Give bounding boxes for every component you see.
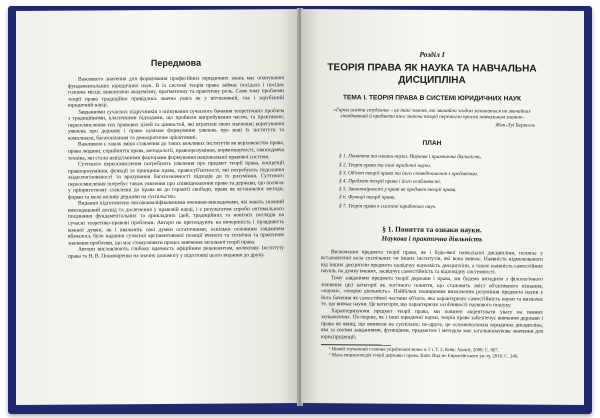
plan-item: § 6. Функції теорії права.: [339, 194, 396, 202]
plan-item: § 2. Теорія права та інші юридичні науки.: [339, 161, 432, 169]
plan-list: [339, 153, 543, 212]
left-paragraph: Важливою є також зміна ставлення до таких важливих інститутів як верховенство права, права людини, сприйняття права, методології, правоорозуміння, нормотворчості, законодавча техніка, які стали невід'ємними факторами формування національної правової системи.: [68, 140, 284, 162]
footnote: ¹ Новий тлумачний словник української мови: в 3 т. Т. 2. Київ: Аконіт, 2008. С. 867.: [329, 347, 499, 354]
left-paragraph: Автори висловлюють глибоку вдячність офіційним рецензентам, колективу Інституту права та Н. В. Пономаренко на значну допомогу у підготовці цього видання до друку.: [68, 245, 284, 260]
footnote-divider: [321, 345, 391, 346]
plan-item: § 5. Закономірності у праві як предмет теорії права.: [339, 186, 457, 194]
left-paragraph: Завданнями сучасних підручників з опікування сучасного бачення теоретичних проблем з традиційними, класичними підходами, що пройшли випробування часом, та практикою; переосмислення тих правових цілей та цінностей, які втратили свою значення; корегування уявлень про державу і право шляхом формування уявлень про нові їх інститути та комплексні, багатопланові та демократичне орієнтовані.: [68, 107, 284, 142]
right-paragraph: Характеризуючи предмет теорії права, ми повинні акцентувати увагу на певних зауваженнях. По-перше, як і інші юридичні науки, теорія права забезпечує вивчення держави і права як явищ, що виникли на суспільно; по-друге, це основоположна юридична дисципліна, яка за своїми завданнями, функціями, предметом і методом має загальнонаукове значення для юриспруденції;: [321, 307, 543, 341]
right-paragraph: Визначення предмета теорії права, як і будь-якої навчальної дисципліни, полягає у встановленні кола суспільних чи інших інститутів, які вона вивчає. Наявність відмежованого від інших дисциплін предмета засвідчує науковість дисципліни, а також наявність самостійних науків, на думку вчених, засвідчує самостійність та відповідну системності.: [321, 249, 543, 276]
left-page: [16, 9, 299, 405]
left-page-content: [68, 47, 284, 260]
topic-title: ТЕМА І. ТЕОРІЯ ПРАВА В СИСТЕМІ ЮРИДИЧНИХ НАУК: [342, 94, 522, 103]
right-page: [301, 9, 584, 405]
footnote: ² Мала енциклопедія теорії держави і права. Київ: Вид-во Європейського ун-ту, 2010. С. 246.: [329, 353, 519, 360]
part-label: Розділ І: [419, 49, 445, 60]
section-title: § 1. Поняття та ознаки науки.: [382, 224, 482, 235]
plan-title: ПЛАН: [422, 140, 442, 148]
plan-item: § 3. Об'єкт теорії права та його співвідношення з предметом.: [339, 170, 478, 178]
epigraph-author: Жан-Луї Бержель: [495, 122, 535, 130]
left-paragraph: Суттєвого переосмислення потребують уявлення про предмет теорії права, концепції правоорозуміння, функції та принципи права, правосуб'єктності, які потребують подолання заідеологізованості та врахування багатозначності підходів до їх розуміння. Суттєвого переосмислення потребує також уявлення про співвідношення права та держави, що полягає у пріоритетному ставленні до права як до гарантії свободи, права як встановлює методи, форми та межі впливу держави на суспільство.: [68, 160, 284, 201]
plan-item: § 4. Предмет теорії права і його особливості.: [339, 178, 442, 186]
part-title: ТЕОРІЯ ПРАВА ЯК НАУКА ТА НАВЧАЛЬНА ДИСЦИПЛІНА: [327, 62, 537, 87]
right-paragraph: Тому завданням предмета теорії держави і права, ми будемо виходити з філологічного значення цієї категорії як логічного поняття, що становить зміст об'єктивного пізнання, «науки», «теорію діяльність». Найбільш поширеним визначення розуміння предмета науки є його бачення як самостійної частини об'єкта, яка характеризує самостійність науки та визначає те, що вивчає науки. Це категорія, що характеризує особливості наукового пошуку.: [321, 275, 543, 309]
plan-item: § 7. Теорія права в системі юридичних наук.: [339, 202, 437, 210]
left-paragraph: Видання підготовлено висококваліфікованими вченими-викладачами, які мають значний викладацький досвід та досягнення у правовій науці, і є результатом спроби оптимального поєднання фундаментальних та прикладних ідей, традиційних та новітніх поглядів на сучасні теоретико-правові проблеми. Автори не претендують на вичерпність і правдивість кожної думки, як і вважають свої думки остаточними, оскільки основним завданням вбачалось було надання сучасної аргументованої позиції вченого та технічна та практичне значення проблеми, що має стимулювати процес вивчення загальної теорії права.: [68, 199, 284, 247]
section-subtitle: Наукова і практична діяльність: [381, 234, 483, 244]
epigraph: «Гарна освіта студента – це такі знання, які звичайно згодом залишаться на звичайних ліквідований й предмети вже знаючи теорії перемогли прості навчальним знання»: [333, 107, 531, 121]
plan-item: § 1. Поняття та ознаки науки. Наукова і практична діяльність.: [339, 153, 482, 161]
left-paragraph: Важливого значення для формування професійних юридичних знань має опанування фундаментальних юридичних наук. В їх системі теорія права займає посідала і посідає головне місце, виконуючи академічну, прагматичну та практичну роль. Саме тому проблеми теорії права традиційно привідлись значна увага як у вітчизняній, так і зарубіжній юридичній науці.: [68, 75, 284, 109]
foreword-heading: Передмова: [150, 57, 202, 69]
right-page-content: [321, 47, 543, 361]
